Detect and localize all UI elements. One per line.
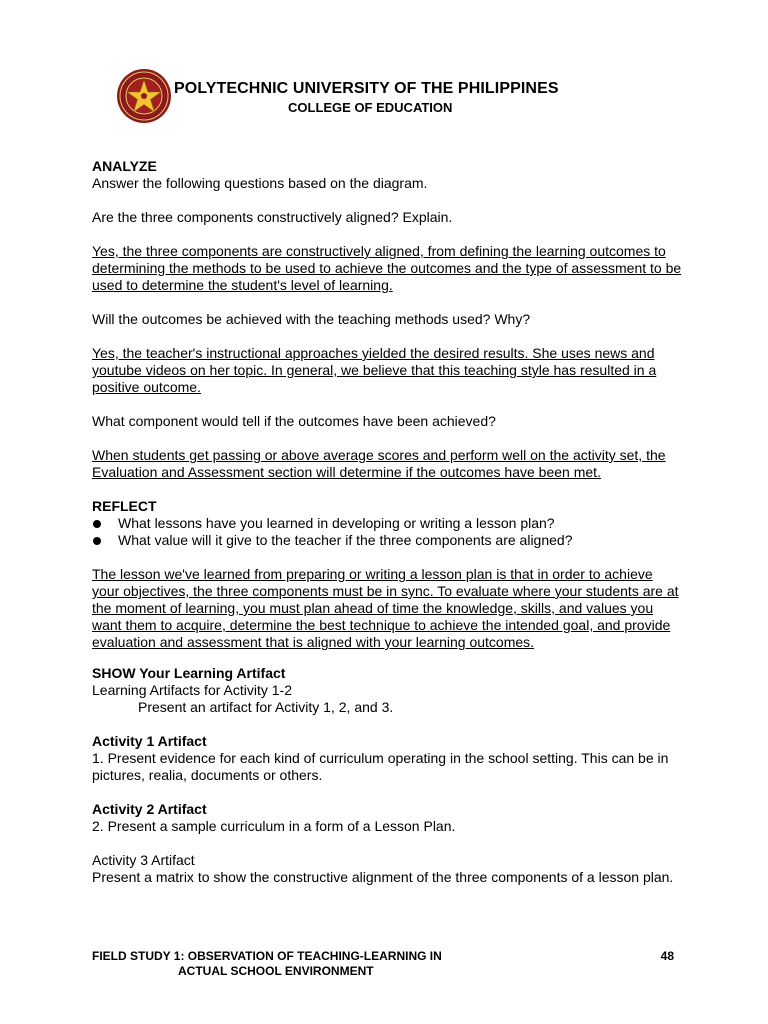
analyze-heading: ANALYZE (92, 158, 157, 174)
answer-1: Yes, the three components are constructively aligned, from defining the learning outcomes to determining the methods to be used to achieve the outcomes and the type of assessment to be used to determine the student's level of learning. (92, 243, 682, 293)
reflect-question-2: What value will it give to the teacher if the three components are aligned? (92, 532, 682, 549)
show-instruction: Present an artifact for Activity 1, 2, and 3. (138, 699, 394, 715)
reflect-heading: REFLECT (92, 498, 157, 514)
answer-2: Yes, the teacher's instructional approaches yielded the desired results. She uses news and youtube videos on her topic. In general, we believe that this teaching style has resulted in a positive outcome. (92, 345, 657, 395)
college-name: COLLEGE OF EDUCATION (288, 100, 453, 115)
letterhead (112, 64, 712, 128)
question-3: What component would tell if the outcomes have been achieved? (92, 413, 496, 429)
activity-3-heading: Activity 3 Artifact (92, 852, 195, 868)
page-footer (92, 949, 682, 979)
question-1: Are the three components constructively aligned? Explain. (92, 209, 453, 225)
document-body (92, 158, 682, 886)
analyze-intro: Answer the following questions based on the diagram. (92, 175, 428, 191)
activity-1-text: 1. Present evidence for each kind of curriculum operating in the school setting. This can be in pictures, realia, documents or others. (92, 750, 669, 783)
reflect-answer: The lesson we've learned from preparing or writing a lesson plan is that in order to achieve your objectives, the three components must be in sync. To evaluate where your students are at the moment of learning, you must plan ahead of time the knowledge, skills, and values you want them to acquire, determine the best technique to achieve the intended goal, and provide evaluation and assessment that is aligned with your learning outcomes. (92, 566, 679, 650)
university-name: POLYTECHNIC UNIVERSITY OF THE PHILIPPINES (174, 80, 559, 97)
reflect-question-1: What lessons have you learned in developing or writing a lesson plan? (92, 515, 682, 532)
activity-2-heading: Activity 2 Artifact (92, 801, 207, 817)
show-heading: SHOW Your Learning Artifact (92, 665, 286, 681)
footer-title-line-2: ACTUAL SCHOOL ENVIRONMENT (178, 964, 374, 978)
show-subheading: Learning Artifacts for Activity 1-2 (92, 682, 292, 698)
reflect-questions (92, 515, 682, 549)
university-seal-icon (116, 68, 172, 124)
question-2: Will the outcomes be achieved with the teaching methods used? Why? (92, 311, 531, 327)
activity-3-text: Present a matrix to show the constructive alignment of the three components of a lesson plan. (92, 869, 674, 885)
footer-title-line-1: FIELD STUDY 1: OBSERVATION OF TEACHING-LEARNING IN (92, 949, 442, 963)
activity-1-heading: Activity 1 Artifact (92, 733, 207, 749)
page-number: 48 (660, 949, 674, 963)
answer-3: When students get passing or above average scores and perform well on the activity set, the Evaluation and Assessment section will determine if the outcomes have been met. (92, 447, 666, 480)
activity-2-text: 2. Present a sample curriculum in a form of a Lesson Plan. (92, 818, 456, 834)
